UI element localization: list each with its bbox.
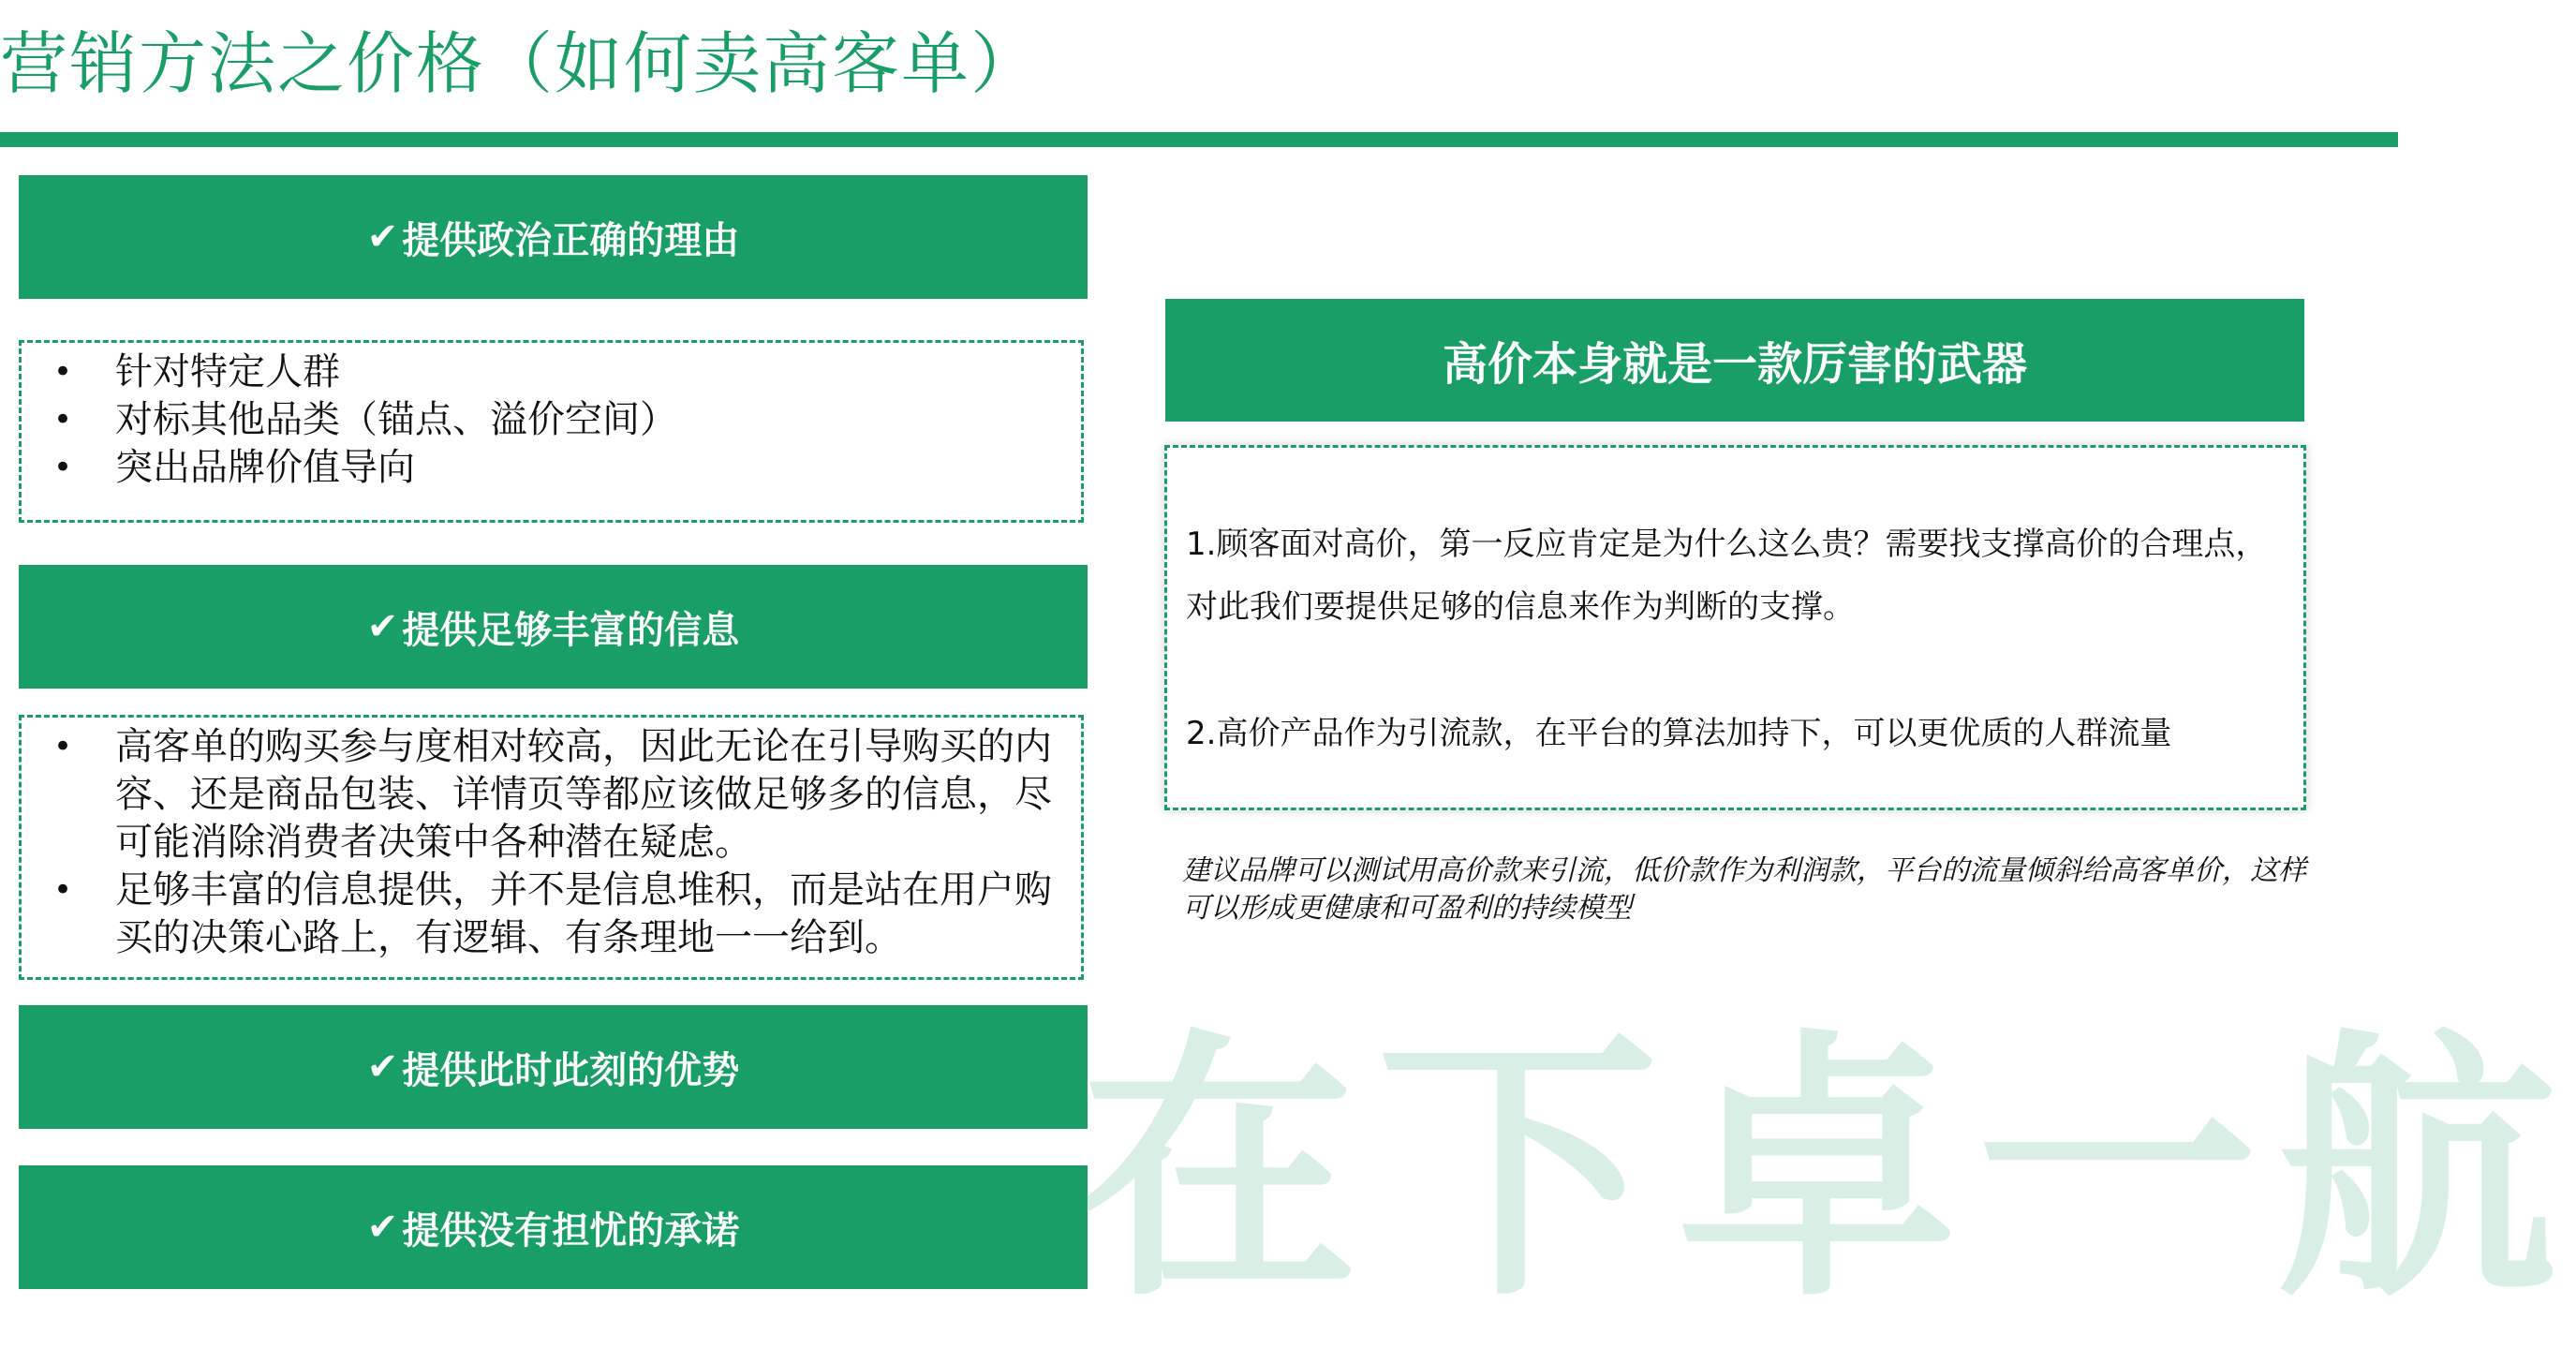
list-item: • 对标其他品类（锚点、溢价空间） xyxy=(40,396,1072,444)
watermark-text: 在下卓一航 xyxy=(1077,1007,2576,1334)
banner-label: 提供此时此刻的优势 xyxy=(402,1048,740,1092)
reason-list xyxy=(40,348,1072,492)
explanation-point-2: 2.高价产品作为引流款，在平台的算法加持下，可以更优质的人群流量 xyxy=(1186,715,2172,752)
list-item: • 足够丰富的信息提供，并不是信息堆积，而是站在用户购买的决策心路上，有逻辑、有条理地一一给到。 xyxy=(53,868,1052,959)
bullet-icon: • xyxy=(53,401,73,438)
bullet-icon: • xyxy=(53,728,73,765)
title-divider xyxy=(0,132,2398,147)
check-icon: ✔ xyxy=(366,1045,399,1089)
banner-no-worry-promise xyxy=(19,1165,1088,1289)
banner-label: 提供没有担忧的承诺 xyxy=(402,1208,740,1253)
banner-political-reason xyxy=(19,175,1088,299)
list-item: • 针对特定人群 xyxy=(40,348,1072,396)
check-icon: ✔ xyxy=(366,215,399,259)
info-list xyxy=(40,723,1072,962)
bullet-icon: • xyxy=(53,871,73,909)
explanation-point-1: 1.顾客面对高价，第一反应肯定是为什么这么贵？需要找支撑高价的合理点，对此我们要提供足够的信息来作为判断的支撑。 xyxy=(1186,526,2268,626)
banner-rich-info xyxy=(19,565,1088,689)
bullet-icon: • xyxy=(53,353,73,391)
check-icon: ✔ xyxy=(366,605,399,648)
list-item: • 高客单的购买参与度相对较高，因此无论在引导购买的内容、还是商品包装、详情页等都应该做足够多的信息，尽可能消除消费者决策中各种潜在疑虑。 xyxy=(53,725,1052,864)
high-price-explanation-box xyxy=(1164,445,2306,810)
bullet-icon: • xyxy=(53,449,73,486)
list-item: • 突出品牌价值导向 xyxy=(40,444,1072,492)
banner-label: 提供政治正确的理由 xyxy=(402,218,740,262)
reason-bullet-box xyxy=(19,340,1084,523)
banner-current-advantage xyxy=(19,1005,1088,1129)
banner-high-price-weapon: 高价本身就是一款厉害的武器 xyxy=(1165,299,2304,422)
check-icon: ✔ xyxy=(366,1206,399,1249)
banner-label: 提供足够丰富的信息 xyxy=(402,608,740,652)
page-title: 营销方法之价格（如何卖高客单） xyxy=(0,24,1041,103)
info-bullet-box xyxy=(19,715,1084,980)
suggestion-note: 建议品牌可以测试用高价款来引流，低价款作为利润款，平台的流量倾斜给高客单价，这样可以形成更健康和可盈利的持续模型 xyxy=(1182,854,2306,925)
